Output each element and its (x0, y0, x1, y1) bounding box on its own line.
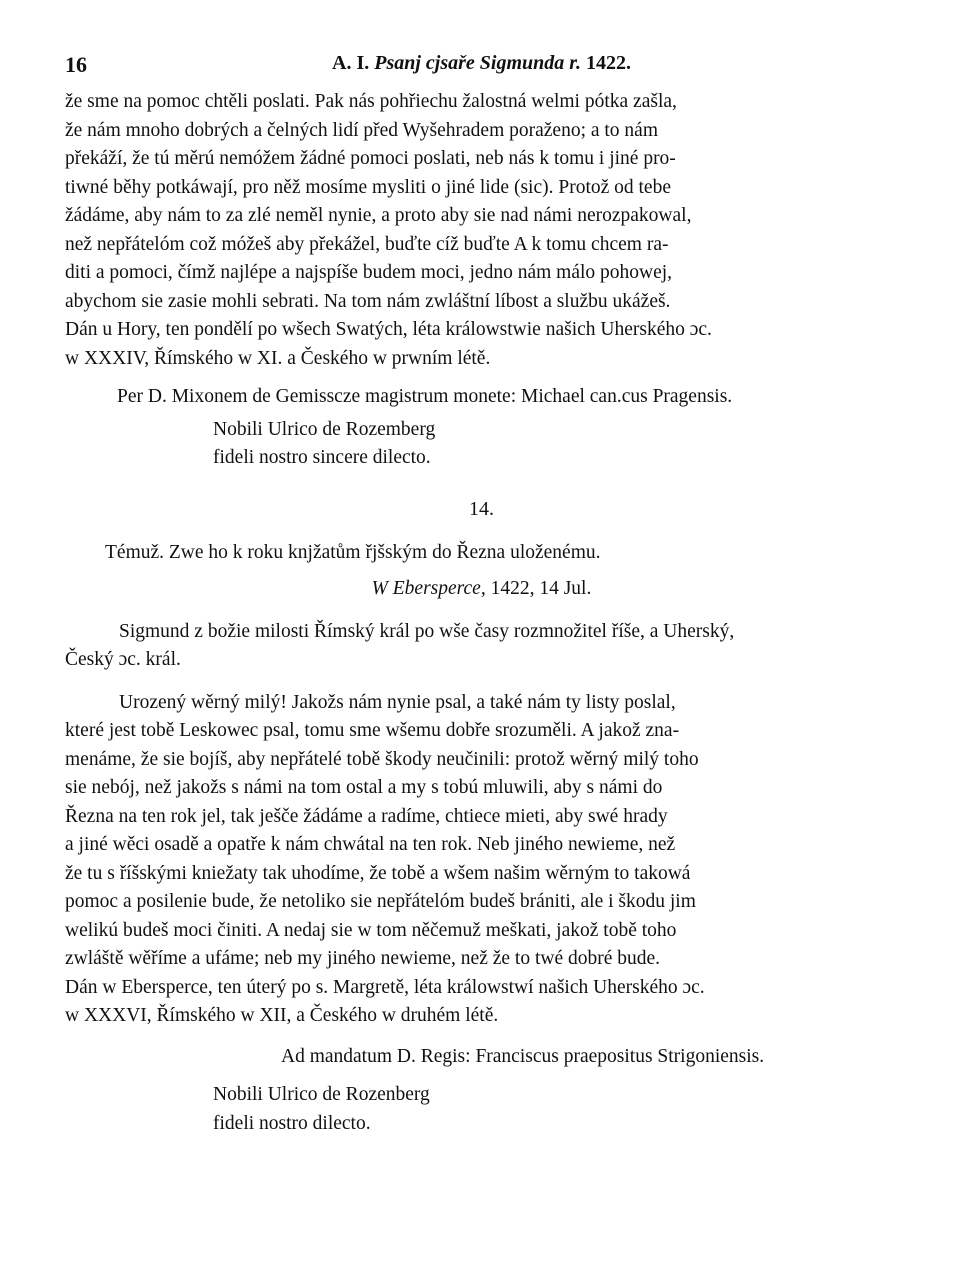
letter-13-line: abychom sie zasie mohli sebrati. Na tom nám zwláštní líbost a službu ukážeš. (65, 290, 671, 312)
letter-13-address (65, 416, 898, 473)
address-line: Nobili Ulrico de Rozenberg (213, 1084, 430, 1105)
letter-13-line: překáží, že tú měrú nemóžem žádné pomoci poslati, neb nás k tomu i jiné pro- (65, 148, 676, 169)
letter-14-line: w XXXVI, Římského w XII, a Českého w druhém létě. (65, 1005, 499, 1026)
letter-14-line: menáme, že sie bojíš, aby nepřátelé tobě škody neučinili: protož wěrný milý toho (65, 748, 699, 770)
letter-14-line: a jiné wěci osadě a opatře k nám chwátal na ten rok. Neb jiného newieme, než (65, 834, 676, 855)
place-date (65, 575, 898, 604)
letter-13-body (65, 88, 898, 373)
place: W Eberspercе, (371, 578, 486, 599)
letter-14-salutation (65, 618, 898, 675)
salutation-line: Sigmund z božie milosti Římský král po wše časy rozmnožitel říše, a Uherský, (119, 620, 735, 642)
letter-13-line: w XXXIV, Římského w XI. a Českého w prwním létě. (65, 347, 491, 369)
letter-13-line: diti a pomoci, čímž najlépe a najspíše budem moci, jedno nám málo pohowej, (65, 262, 673, 283)
summary-label: Témuž. (105, 541, 165, 563)
letter-14-signature: Ad mandatum D. Regis: Franciscus praepositus Strigoniensis. (281, 1045, 765, 1067)
letter-14-line: welikú budeš moci činiti. A nedaj sie w tom něčemuž meškati, jakož tobě toho (65, 919, 677, 941)
letter-13-line: tiwné běhy potkáwají, pro něž mosíme mysliti o jiné lide (sic). Protož od tebe (65, 176, 671, 198)
letter-13-line: že nám mnoho dobrých a čelných lidí před Wyšehradem poraženo; a to nám (65, 119, 659, 141)
letter-14-line: Řezna na ten rok jel, tak ješče žádáme a radíme, chtiece mieti, aby swé hrady (65, 805, 668, 827)
letter-13-line: žádáme, aby nám to za zlé neměl nynie, a proto aby sie nad námi nerozpakowal, (65, 205, 692, 226)
letter-14-summary (65, 539, 898, 568)
running-head-title: Psanj cjsaře Sigmunda r. (374, 52, 581, 74)
running-head (65, 52, 898, 75)
address-line: Nobili Ulrico de Rozemberg (213, 418, 436, 440)
salutation-line: Český ɔc. král. (65, 649, 181, 670)
letter-14-line: Dán w Ebersperce, ten úterý po s. Margretě, léta králowstwí našich Uherského ɔc. (65, 976, 705, 998)
running-head-section: A. I. (332, 52, 370, 74)
letter-14-line: Urozený wěrný milý! Jakožs nám nynie psal, a také nám ty listy poslal, (119, 691, 676, 713)
running-head-year: 1422. (585, 52, 631, 74)
letter-14-line: pomoc a posilenie bude, že netoliko sie nepřátelóm budeš brániti, ale i škodu jim (65, 891, 696, 912)
letter-13-line: že sme na pomoc chtěli poslati. Pak nás pohřiechu žalostná welmi pótka zašla, (65, 91, 677, 112)
summary-text: Zwe ho k roku knjžatům řjšským do Řezna uloženému. (168, 541, 601, 563)
page-header (65, 52, 898, 88)
address-line: fideli nostro sincere dilecto. (213, 447, 431, 468)
page-number: 16 (65, 52, 87, 77)
letter-14-line: zwláště wěříme a ufáme; neb my jiného newieme, než že to twé dobré bude. (65, 948, 661, 969)
letter-14-body (65, 689, 898, 1031)
letter-14-line: sie nebój, než jakožs s námi na tom ostal a my s tobú mluwili, aby s námi do (65, 777, 663, 798)
letter-13-signature: Per D. Mixonem de Gemisscze magistrum monete: Michael can.cus Pragensis. (117, 386, 733, 407)
address-line: fideli nostro dilecto. (213, 1112, 371, 1134)
document-number: 14. (469, 497, 494, 520)
letter-13-line: než nepřátelóm což móžeš aby překážel, buďte cíž buďte A k tomu chcem ra- (65, 233, 669, 255)
letter-14-address (65, 1081, 898, 1138)
letter-14-line: že tu s říšskými kniežaty tak uhodíme, že tobě a wšem našim wěrným to takowá (65, 862, 691, 884)
date: 1422, 14 Jul. (490, 578, 592, 599)
letter-13-line: Dán u Hory, ten pondělí po wšech Swatých, léta králowstwie našich Uherského ɔc. (65, 319, 712, 340)
letter-14-line: které jest tobě Leskowec psal, tomu sme wšemu dobře srozuměli. A jakož zna- (65, 720, 680, 741)
